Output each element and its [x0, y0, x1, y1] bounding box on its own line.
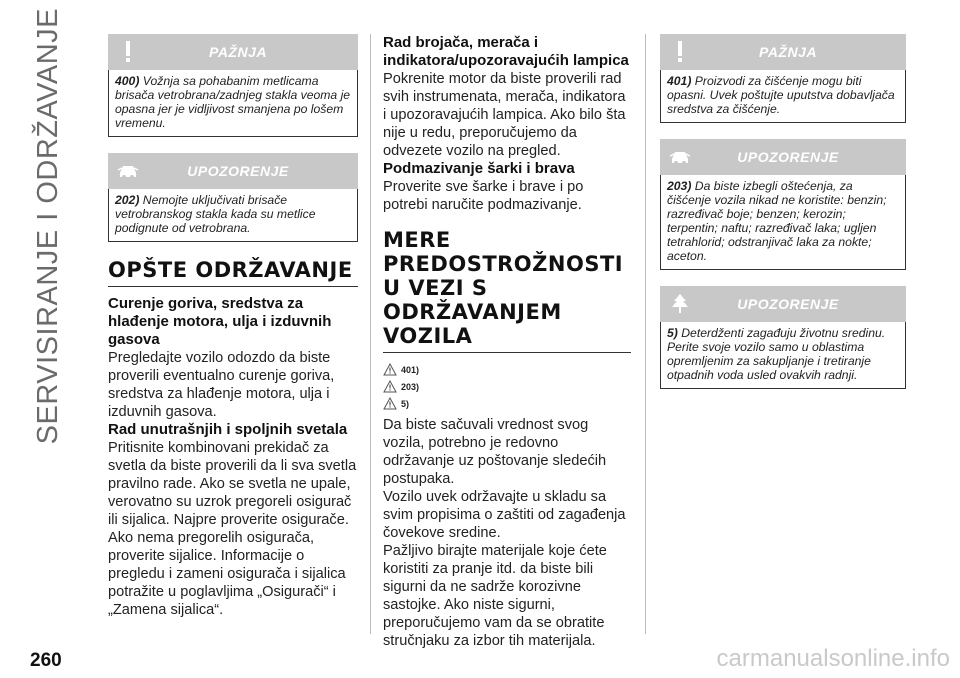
reference-item: [383, 395, 631, 412]
caution-text: Nemojte uključivati brisače vetrobranskog stakla kada su metlice podignute od vetrobrana.: [115, 193, 316, 235]
reference-number: 5): [401, 398, 410, 409]
warning-title: PAŽNJA: [759, 44, 817, 60]
column-divider: [370, 34, 371, 634]
warning-triangle-icon: [383, 380, 397, 393]
tree-icon: [660, 286, 700, 322]
caution-number: 202): [115, 193, 140, 207]
caution-text: Da biste izbegli oštećenja, za čišćenje vozila nikad ne koristite: benzin; razređivač boje; benzen; kerozin; terpentin; naftu; razređivač laka; ugljen tetrahlorid; odstranjivač laka za nokte; aceton.: [667, 179, 887, 263]
column-2: [383, 34, 631, 650]
caution-box: [660, 139, 906, 270]
warning-title: PAŽNJA: [209, 44, 267, 60]
environment-number: 5): [667, 326, 678, 340]
column-3: [660, 34, 906, 405]
warning-triangle-icon: [383, 397, 397, 410]
warning-text: Proizvodi za čišćenje mogu biti opasni. Uvek poštujte uputstva dobavljača sredstva za čišćenje.: [667, 74, 895, 116]
section-title: MERE PREDOSTROŽNOSTI U VEZI S ODRŽAVANJEM VOZILA: [383, 228, 631, 353]
warning-triangle-icon: [383, 363, 397, 376]
caution-title: UPOZORENJE: [187, 163, 289, 179]
environment-header: [660, 286, 906, 322]
watermark: carmanualsonline.info: [716, 645, 950, 672]
environment-body: [660, 322, 906, 389]
caution-number: 203): [667, 179, 692, 193]
caution-header: [108, 153, 358, 189]
warning-header: [660, 34, 906, 70]
column-divider: [645, 34, 646, 634]
warning-box: [108, 34, 358, 137]
chapter-side-title: [8, 8, 88, 445]
car-damage-icon: [108, 153, 148, 189]
caution-header: [660, 139, 906, 175]
column-1: [108, 34, 358, 619]
chapter-title-text: SERVISIRANJE I ODRŽAVANJE: [31, 8, 64, 445]
environment-title: UPOZORENJE: [737, 296, 839, 312]
subheading: Curenje goriva, sredstva za hlađenje motora, ulja i izduvnih gasova: [108, 295, 332, 348]
reference-list: [383, 361, 631, 412]
warning-body: [108, 70, 358, 137]
paragraph: Pregledajte vozilo odozdo da biste proverili eventualno curenje goriva, sredstva za hlađenje motora, ulja i izduvnih gasova.: [108, 350, 335, 420]
environment-text: Deterdženti zagađuju životnu sredinu. Perite svoje vozilo samo u oblastima opremljenim za sakupljanje i tretiranje otpadnih voda usled ovakvih radnji.: [667, 326, 886, 382]
subheading: Rad brojača, merača i indikatora/upozoravajućih lampica: [383, 34, 629, 69]
environment-box: [660, 286, 906, 389]
reference-item: [383, 378, 631, 395]
reference-number: 401): [401, 364, 420, 375]
warning-box: [660, 34, 906, 123]
paragraph: Vozilo uvek održavajte u skladu sa svim propisima o zaštiti od zagađenja čovekove sredine.: [383, 489, 626, 541]
exclamation-icon: [108, 34, 148, 70]
caution-body: [660, 175, 906, 270]
exclamation-icon: [660, 34, 700, 70]
subheading: Podmazivanje šarki i brava: [383, 160, 575, 177]
warning-number: 400): [115, 74, 140, 88]
caution-body: [108, 189, 358, 242]
caution-title: UPOZORENJE: [737, 149, 839, 165]
paragraph: Pritisnite kombinovani prekidač za svetla da biste proverili da li sva svetla pravilno rade. Ako se svetla ne upale, verovatno su uzrok pregoreli osigurač ili sijalica. Najpre proverite osigurače. Ako nema pregorelih osigurača, proverite sijalice. Informacije o pregledu i zameni osigurača i sijalica potražite u poglavljima „Osigurači“ i „Zamena sijalica“.: [108, 440, 357, 618]
warning-header: [108, 34, 358, 70]
paragraph: Proverite sve šarke i brave i po potrebi naručite podmazivanje.: [383, 179, 584, 213]
subheading: Rad unutrašnjih i spoljnih svetala: [108, 421, 348, 438]
warning-text: Vožnja sa pohabanim metlicama brisača vetrobrana/zadnjeg stakla veoma je opasna jer je vidljivost smanjena po lošem vremenu.: [115, 74, 351, 130]
page-number: 260: [30, 650, 62, 671]
reference-item: [383, 361, 631, 378]
section-title: OPŠTE ODRŽAVANJE: [108, 258, 358, 287]
warning-number: 401): [667, 74, 692, 88]
car-damage-icon: [660, 139, 700, 175]
paragraph: Da biste sačuvali vrednost svog vozila, potrebno je redovno održavanje uz poštovanje sledećih postupaka.: [383, 417, 607, 487]
paragraph: Pokrenite motor da biste proverili rad svih instrumenata, merača, indikatora i upozoravajućih lampica. Ako bilo šta nije u redu, preporučujemo da odvezete vozilo na pregled.: [383, 71, 626, 159]
caution-box: [108, 153, 358, 242]
warning-body: [660, 70, 906, 123]
reference-number: 203): [401, 381, 420, 392]
paragraph: Pažljivo birajte materijale koje ćete koristiti za pranje itd. da biste bili sigurni da ne sadrže korozivne sastojke. Ako niste sigurni, preporučujemo vam da se obratite stručnjaku za izbor tih materijala.: [383, 543, 607, 649]
